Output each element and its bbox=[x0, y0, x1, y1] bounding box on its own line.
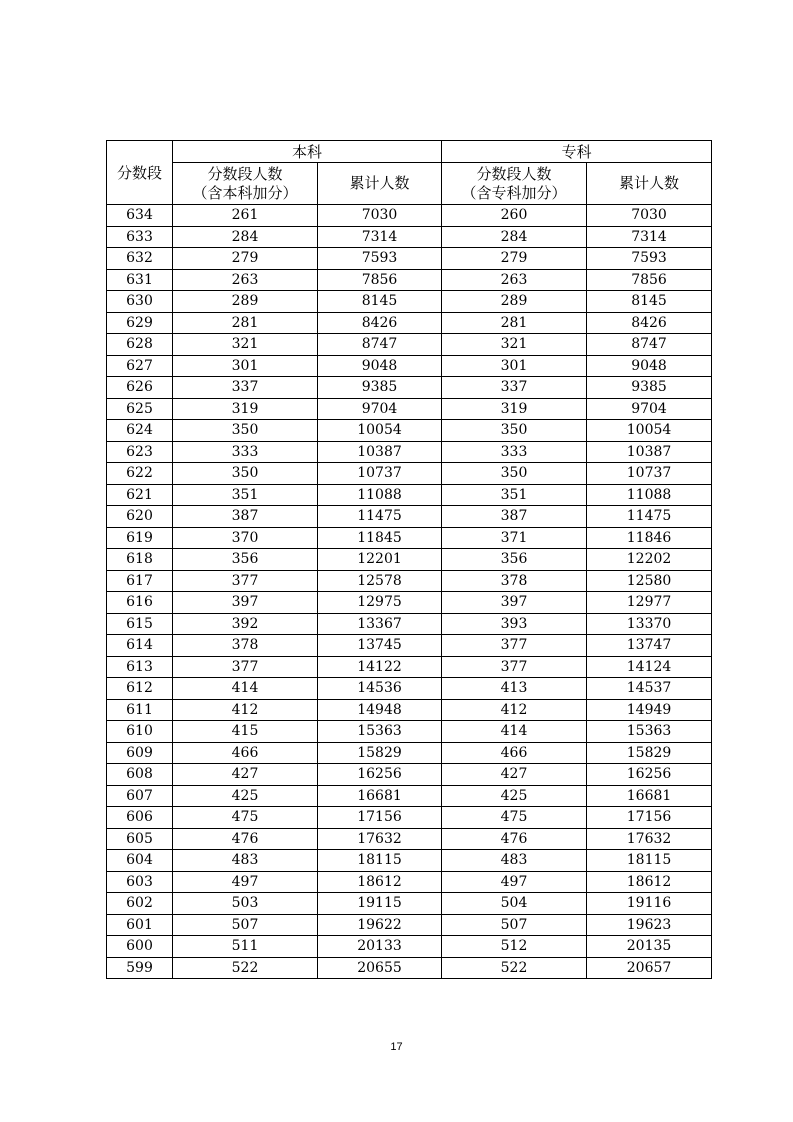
zhuanke-count-cell: 356 bbox=[442, 549, 587, 571]
zhuanke-cumulative-cell: 17632 bbox=[587, 828, 712, 850]
benke-cumulative-cell: 19115 bbox=[318, 893, 442, 915]
zhuanke-count-cell: 504 bbox=[442, 893, 587, 915]
benke-cumulative-cell: 16256 bbox=[318, 764, 442, 786]
benke-count-header-line1: 分数段人数 bbox=[207, 164, 283, 183]
benke-cumulative-cell: 20655 bbox=[318, 957, 442, 979]
benke-count-cell: 351 bbox=[173, 484, 318, 506]
zhuanke-count-cell: 393 bbox=[442, 613, 587, 635]
benke-cumulative-cell: 9048 bbox=[318, 355, 442, 377]
benke-count-cell: 333 bbox=[173, 441, 318, 463]
benke-cumulative-cell: 10387 bbox=[318, 441, 442, 463]
score-cell: 605 bbox=[107, 828, 173, 850]
benke-cumulative-cell: 10737 bbox=[318, 463, 442, 485]
zhuanke-cumulative-cell: 9048 bbox=[587, 355, 712, 377]
zhuanke-count-cell: 279 bbox=[442, 248, 587, 270]
table-row bbox=[107, 527, 712, 549]
zhuanke-count-cell: 475 bbox=[442, 807, 587, 829]
benke-cumulative-cell: 9385 bbox=[318, 377, 442, 399]
score-cell: 629 bbox=[107, 312, 173, 334]
table-row bbox=[107, 291, 712, 313]
table-row bbox=[107, 570, 712, 592]
table-row bbox=[107, 828, 712, 850]
score-cell: 632 bbox=[107, 248, 173, 270]
zhuanke-cumulative-cell: 9385 bbox=[587, 377, 712, 399]
zhuanke-count-header-line2: （含专科加分） bbox=[461, 183, 567, 202]
group-header-row bbox=[107, 141, 712, 163]
benke-cumulative-cell: 9704 bbox=[318, 398, 442, 420]
table-row bbox=[107, 764, 712, 786]
score-cell: 604 bbox=[107, 850, 173, 872]
table-row bbox=[107, 592, 712, 614]
benke-count-cell: 475 bbox=[173, 807, 318, 829]
benke-count-cell: 356 bbox=[173, 549, 318, 571]
zhuanke-count-cell: 321 bbox=[442, 334, 587, 356]
zhuanke-count-cell: 387 bbox=[442, 506, 587, 528]
table-row bbox=[107, 463, 712, 485]
benke-cumulative-cell: 7593 bbox=[318, 248, 442, 270]
table-row bbox=[107, 377, 712, 399]
benke-count-cell: 476 bbox=[173, 828, 318, 850]
table-row bbox=[107, 205, 712, 227]
table-row bbox=[107, 807, 712, 829]
benke-cumulative-cell: 15829 bbox=[318, 742, 442, 764]
zhuanke-cumulative-cell: 7856 bbox=[587, 269, 712, 291]
page-number: 17 bbox=[390, 1041, 403, 1053]
benke-cumulative-cell: 20133 bbox=[318, 936, 442, 958]
table-row bbox=[107, 484, 712, 506]
score-cell: 624 bbox=[107, 420, 173, 442]
benke-count-cell: 497 bbox=[173, 871, 318, 893]
zhuanke-cumulative-cell: 11475 bbox=[587, 506, 712, 528]
zhuanke-count-cell: 263 bbox=[442, 269, 587, 291]
table-row bbox=[107, 312, 712, 334]
zhuanke-cumulative-cell: 14949 bbox=[587, 699, 712, 721]
benke-cumulative-cell: 12578 bbox=[318, 570, 442, 592]
benke-count-cell: 337 bbox=[173, 377, 318, 399]
zhuanke-count-cell: 377 bbox=[442, 656, 587, 678]
benke-count-cell: 301 bbox=[173, 355, 318, 377]
score-cell: 620 bbox=[107, 506, 173, 528]
benke-count-cell: 370 bbox=[173, 527, 318, 549]
benke-cumulative-cell: 13745 bbox=[318, 635, 442, 657]
benke-cumulative-cell: 11845 bbox=[318, 527, 442, 549]
benke-cumulative-cell: 8426 bbox=[318, 312, 442, 334]
zhuanke-count-cell: 483 bbox=[442, 850, 587, 872]
benke-count-cell: 425 bbox=[173, 785, 318, 807]
table-row bbox=[107, 699, 712, 721]
zhuanke-cumulative-cell: 12977 bbox=[587, 592, 712, 614]
table-row bbox=[107, 742, 712, 764]
zhuanke-count-header-line1: 分数段人数 bbox=[476, 164, 552, 183]
benke-cumulative-cell: 14536 bbox=[318, 678, 442, 700]
score-cell: 607 bbox=[107, 785, 173, 807]
zhuanke-count-cell: 350 bbox=[442, 420, 587, 442]
benke-cumulative-cell: 17156 bbox=[318, 807, 442, 829]
zhuanke-cumulative-cell: 7030 bbox=[587, 205, 712, 227]
benke-cumulative-cell: 8145 bbox=[318, 291, 442, 313]
zhuanke-count-cell: 512 bbox=[442, 936, 587, 958]
benke-cumulative-cell: 11088 bbox=[318, 484, 442, 506]
score-cell: 602 bbox=[107, 893, 173, 915]
zhuanke-cumulative-cell: 13747 bbox=[587, 635, 712, 657]
table-row bbox=[107, 355, 712, 377]
benke-count-header-line2: （含本科加分） bbox=[192, 183, 298, 202]
zhuanke-group-header: 专科 bbox=[442, 141, 712, 163]
score-cell: 616 bbox=[107, 592, 173, 614]
zhuanke-count-cell: 281 bbox=[442, 312, 587, 334]
zhuanke-cumulative-cell: 10054 bbox=[587, 420, 712, 442]
benke-count-cell: 377 bbox=[173, 570, 318, 592]
benke-cumulative-cell: 15363 bbox=[318, 721, 442, 743]
benke-count-cell: 387 bbox=[173, 506, 318, 528]
benke-count-cell: 414 bbox=[173, 678, 318, 700]
benke-count-cell: 321 bbox=[173, 334, 318, 356]
score-cell: 617 bbox=[107, 570, 173, 592]
score-cell: 627 bbox=[107, 355, 173, 377]
zhuanke-cumulative-cell: 18612 bbox=[587, 871, 712, 893]
zhuanke-count-cell: 333 bbox=[442, 441, 587, 463]
benke-count-cell: 522 bbox=[173, 957, 318, 979]
benke-cumulative-cell: 14948 bbox=[318, 699, 442, 721]
table-row bbox=[107, 721, 712, 743]
benke-count-cell: 284 bbox=[173, 226, 318, 248]
zhuanke-cumulative-cell: 12580 bbox=[587, 570, 712, 592]
zhuanke-cumulative-cell: 15829 bbox=[587, 742, 712, 764]
benke-cumulative-cell: 8747 bbox=[318, 334, 442, 356]
benke-count-cell: 279 bbox=[173, 248, 318, 270]
zhuanke-cumulative-cell: 7593 bbox=[587, 248, 712, 270]
score-cell: 618 bbox=[107, 549, 173, 571]
zhuanke-cumulative-cell: 19116 bbox=[587, 893, 712, 915]
benke-cumulative-cell: 19622 bbox=[318, 914, 442, 936]
table-row bbox=[107, 850, 712, 872]
score-cell: 622 bbox=[107, 463, 173, 485]
zhuanke-cumulative-header: 累计人数 bbox=[587, 163, 712, 205]
score-distribution-table bbox=[106, 140, 712, 979]
table-row bbox=[107, 785, 712, 807]
benke-cumulative-cell: 10054 bbox=[318, 420, 442, 442]
benke-count-cell: 415 bbox=[173, 721, 318, 743]
benke-count-cell: 377 bbox=[173, 656, 318, 678]
score-cell: 609 bbox=[107, 742, 173, 764]
zhuanke-count-cell: 284 bbox=[442, 226, 587, 248]
table-row bbox=[107, 398, 712, 420]
zhuanke-cumulative-cell: 8747 bbox=[587, 334, 712, 356]
table-row bbox=[107, 957, 712, 979]
zhuanke-count-cell: 466 bbox=[442, 742, 587, 764]
score-cell: 626 bbox=[107, 377, 173, 399]
score-cell: 611 bbox=[107, 699, 173, 721]
table-row bbox=[107, 936, 712, 958]
score-cell: 608 bbox=[107, 764, 173, 786]
score-cell: 631 bbox=[107, 269, 173, 291]
zhuanke-cumulative-cell: 11846 bbox=[587, 527, 712, 549]
zhuanke-cumulative-cell: 7314 bbox=[587, 226, 712, 248]
zhuanke-cumulative-cell: 19623 bbox=[587, 914, 712, 936]
score-segment-header: 分数段 bbox=[107, 141, 173, 205]
zhuanke-cumulative-cell: 16256 bbox=[587, 764, 712, 786]
score-cell: 612 bbox=[107, 678, 173, 700]
zhuanke-count-cell: 413 bbox=[442, 678, 587, 700]
benke-count-cell: 466 bbox=[173, 742, 318, 764]
table-row bbox=[107, 549, 712, 571]
score-cell: 601 bbox=[107, 914, 173, 936]
zhuanke-cumulative-cell: 14124 bbox=[587, 656, 712, 678]
score-cell: 615 bbox=[107, 613, 173, 635]
benke-count-cell: 281 bbox=[173, 312, 318, 334]
score-cell: 600 bbox=[107, 936, 173, 958]
benke-cumulative-cell: 14122 bbox=[318, 656, 442, 678]
score-cell: 633 bbox=[107, 226, 173, 248]
benke-count-cell: 261 bbox=[173, 205, 318, 227]
benke-cumulative-header: 累计人数 bbox=[318, 163, 442, 205]
benke-count-cell: 319 bbox=[173, 398, 318, 420]
score-cell: 621 bbox=[107, 484, 173, 506]
benke-group-header: 本科 bbox=[173, 141, 442, 163]
benke-cumulative-cell: 16681 bbox=[318, 785, 442, 807]
score-cell: 634 bbox=[107, 205, 173, 227]
zhuanke-count-cell: 319 bbox=[442, 398, 587, 420]
benke-count-cell: 483 bbox=[173, 850, 318, 872]
table-row bbox=[107, 226, 712, 248]
zhuanke-count-cell: 497 bbox=[442, 871, 587, 893]
table-row bbox=[107, 893, 712, 915]
table-row bbox=[107, 269, 712, 291]
score-cell: 610 bbox=[107, 721, 173, 743]
zhuanke-cumulative-cell: 14537 bbox=[587, 678, 712, 700]
benke-cumulative-cell: 18612 bbox=[318, 871, 442, 893]
score-cell: 606 bbox=[107, 807, 173, 829]
benke-count-cell: 503 bbox=[173, 893, 318, 915]
score-cell: 613 bbox=[107, 656, 173, 678]
benke-cumulative-cell: 18115 bbox=[318, 850, 442, 872]
benke-cumulative-cell: 12201 bbox=[318, 549, 442, 571]
zhuanke-count-cell: 337 bbox=[442, 377, 587, 399]
zhuanke-count-cell: 427 bbox=[442, 764, 587, 786]
zhuanke-cumulative-cell: 8145 bbox=[587, 291, 712, 313]
zhuanke-count-cell: 260 bbox=[442, 205, 587, 227]
zhuanke-cumulative-cell: 17156 bbox=[587, 807, 712, 829]
benke-count-cell: 511 bbox=[173, 936, 318, 958]
table-row bbox=[107, 420, 712, 442]
benke-count-cell: 378 bbox=[173, 635, 318, 657]
zhuanke-count-cell: 371 bbox=[442, 527, 587, 549]
benke-count-header bbox=[173, 163, 318, 205]
score-cell: 599 bbox=[107, 957, 173, 979]
benke-cumulative-cell: 7856 bbox=[318, 269, 442, 291]
table-row bbox=[107, 635, 712, 657]
zhuanke-count-cell: 289 bbox=[442, 291, 587, 313]
zhuanke-cumulative-cell: 10387 bbox=[587, 441, 712, 463]
benke-count-cell: 263 bbox=[173, 269, 318, 291]
zhuanke-count-cell: 476 bbox=[442, 828, 587, 850]
benke-count-cell: 350 bbox=[173, 463, 318, 485]
table-row bbox=[107, 334, 712, 356]
zhuanke-cumulative-cell: 20135 bbox=[587, 936, 712, 958]
score-cell: 619 bbox=[107, 527, 173, 549]
zhuanke-count-cell: 301 bbox=[442, 355, 587, 377]
zhuanke-count-cell: 414 bbox=[442, 721, 587, 743]
column-header-row bbox=[107, 163, 712, 205]
benke-cumulative-cell: 13367 bbox=[318, 613, 442, 635]
table-row bbox=[107, 506, 712, 528]
table-row bbox=[107, 441, 712, 463]
zhuanke-count-header bbox=[442, 163, 587, 205]
score-cell: 603 bbox=[107, 871, 173, 893]
benke-cumulative-cell: 11475 bbox=[318, 506, 442, 528]
zhuanke-count-cell: 350 bbox=[442, 463, 587, 485]
zhuanke-count-cell: 351 bbox=[442, 484, 587, 506]
benke-cumulative-cell: 7030 bbox=[318, 205, 442, 227]
zhuanke-count-cell: 425 bbox=[442, 785, 587, 807]
zhuanke-count-cell: 522 bbox=[442, 957, 587, 979]
benke-cumulative-cell: 17632 bbox=[318, 828, 442, 850]
score-cell: 625 bbox=[107, 398, 173, 420]
zhuanke-cumulative-cell: 18115 bbox=[587, 850, 712, 872]
zhuanke-cumulative-cell: 9704 bbox=[587, 398, 712, 420]
zhuanke-cumulative-cell: 12202 bbox=[587, 549, 712, 571]
zhuanke-count-cell: 378 bbox=[442, 570, 587, 592]
table-row bbox=[107, 871, 712, 893]
benke-count-cell: 412 bbox=[173, 699, 318, 721]
score-cell: 623 bbox=[107, 441, 173, 463]
benke-count-cell: 392 bbox=[173, 613, 318, 635]
zhuanke-cumulative-cell: 13370 bbox=[587, 613, 712, 635]
zhuanke-count-cell: 507 bbox=[442, 914, 587, 936]
zhuanke-cumulative-cell: 16681 bbox=[587, 785, 712, 807]
table-row bbox=[107, 656, 712, 678]
table-body bbox=[107, 205, 712, 979]
table-row bbox=[107, 613, 712, 635]
zhuanke-count-cell: 397 bbox=[442, 592, 587, 614]
zhuanke-cumulative-cell: 10737 bbox=[587, 463, 712, 485]
zhuanke-cumulative-cell: 8426 bbox=[587, 312, 712, 334]
benke-count-cell: 350 bbox=[173, 420, 318, 442]
score-cell: 628 bbox=[107, 334, 173, 356]
zhuanke-cumulative-cell: 15363 bbox=[587, 721, 712, 743]
table-row bbox=[107, 914, 712, 936]
benke-count-cell: 507 bbox=[173, 914, 318, 936]
benke-count-cell: 397 bbox=[173, 592, 318, 614]
benke-count-cell: 427 bbox=[173, 764, 318, 786]
benke-cumulative-cell: 12975 bbox=[318, 592, 442, 614]
table-row bbox=[107, 248, 712, 270]
table-row bbox=[107, 678, 712, 700]
zhuanke-count-cell: 377 bbox=[442, 635, 587, 657]
benke-count-cell: 289 bbox=[173, 291, 318, 313]
score-cell: 614 bbox=[107, 635, 173, 657]
zhuanke-cumulative-cell: 20657 bbox=[587, 957, 712, 979]
benke-cumulative-cell: 7314 bbox=[318, 226, 442, 248]
score-cell: 630 bbox=[107, 291, 173, 313]
zhuanke-cumulative-cell: 11088 bbox=[587, 484, 712, 506]
zhuanke-count-cell: 412 bbox=[442, 699, 587, 721]
